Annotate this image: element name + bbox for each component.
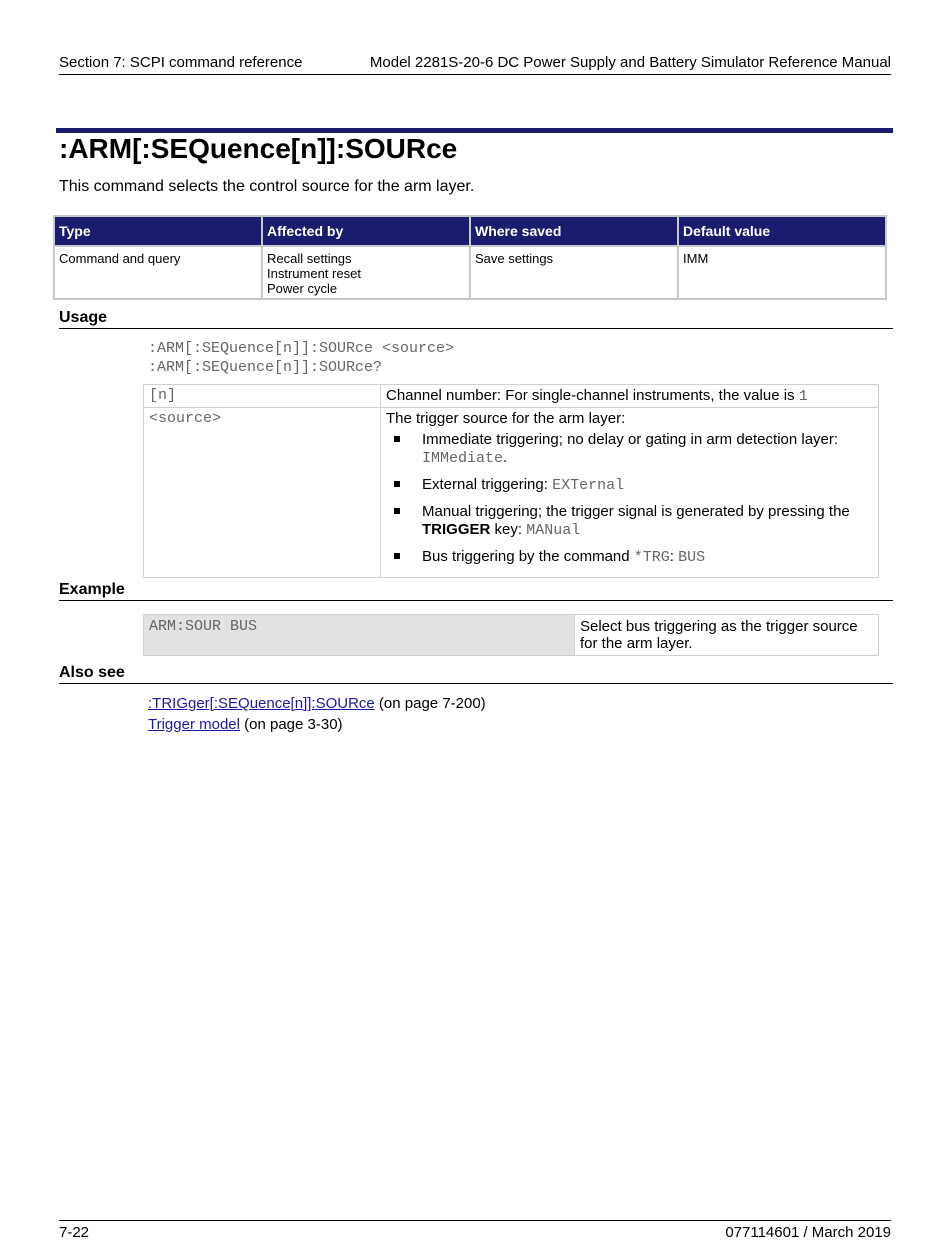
link-page-ref: (on page 7-200) <box>374 695 486 712</box>
param-desc-n <box>381 385 879 408</box>
page-title: :ARM[:SEQuence[n]]:SOURce <box>59 133 458 164</box>
header-where-saved: Where saved <box>471 217 677 245</box>
intro-text: This command selects the control source for the arm layer. <box>59 178 475 195</box>
list-item <box>386 431 873 468</box>
bullet-square-icon <box>394 553 400 559</box>
list-item <box>386 548 873 567</box>
example-table <box>143 614 879 656</box>
param-source-desc: The trigger source for the arm layer: <box>386 410 626 427</box>
list-item <box>386 476 873 495</box>
cell-type: Command and query <box>55 247 261 298</box>
link-page-ref: (on page 3-30) <box>239 716 343 733</box>
header-default-value: Default value <box>679 217 885 245</box>
param-desc-source <box>381 408 879 578</box>
properties-table <box>53 215 887 300</box>
affected-item: Recall settings <box>267 251 352 266</box>
param-desc-n-text: Channel number: For single-channel instruments, the value is <box>386 387 795 404</box>
example-code: ARM:SOUR BUS <box>144 615 575 656</box>
param-n-value: 1 <box>798 388 808 405</box>
also-see-heading: Also see <box>59 664 893 684</box>
usage-syntax <box>148 339 454 377</box>
bullet-code: IMMediate <box>422 450 504 467</box>
bullet-square-icon <box>394 436 400 442</box>
usage-heading: Usage <box>59 309 893 329</box>
param-name-source: <source> <box>144 408 381 578</box>
source-options-list <box>386 431 873 567</box>
example-description: Select bus triggering as the trigger source for the arm layer. <box>575 615 879 656</box>
page-header <box>59 54 891 75</box>
link-trigger-source[interactable]: :TRIGger[:SEQuence[n]]:SOURce <box>148 695 375 712</box>
also-see-item <box>148 695 486 712</box>
parameters-table <box>143 384 879 578</box>
usage-line-query: :ARM[:SEQuence[n]]:SOURce? <box>148 359 383 376</box>
page-footer <box>59 1220 891 1244</box>
header-type: Type <box>55 217 261 245</box>
bullet-code: EXTernal <box>552 477 625 494</box>
header-affected-by: Affected by <box>263 217 469 245</box>
link-trigger-model[interactable]: Trigger model <box>148 716 240 733</box>
affected-item: Instrument reset <box>267 266 361 281</box>
param-name-n: [n] <box>144 385 381 408</box>
affected-item: Power cycle <box>267 281 338 296</box>
cell-affected-by <box>263 247 469 298</box>
bullet-text: Immediate triggering; no delay or gating in arm detection layer: <box>422 431 839 448</box>
cell-where-saved: Save settings <box>471 247 677 298</box>
bullet-punct: : <box>669 548 674 565</box>
list-item <box>386 503 873 540</box>
cell-default-value: IMM <box>679 247 885 298</box>
bullet-key-name: TRIGGER <box>422 521 491 538</box>
bullet-code: MANual <box>526 522 581 539</box>
document-number-date: 077114601 / March 2019 <box>725 1224 891 1241</box>
also-see-item <box>148 716 343 733</box>
bullet-code: *TRG <box>633 549 670 566</box>
page-number: 7-22 <box>59 1224 90 1241</box>
bullet-text: External triggering: <box>422 476 548 493</box>
bullet-text: Bus triggering by the command <box>422 548 630 565</box>
bullet-square-icon <box>394 481 400 487</box>
example-heading: Example <box>59 581 893 601</box>
header-manual-title: Model 2281S-20-6 DC Power Supply and Battery Simulator Reference Manual <box>369 54 891 71</box>
usage-line-set: :ARM[:SEQuence[n]]:SOURce <source> <box>148 340 455 357</box>
bullet-punct: . <box>503 449 508 466</box>
header-section-label: Section 7: SCPI command reference <box>59 54 303 71</box>
bullet-square-icon <box>394 508 400 514</box>
bullet-text: key: <box>494 521 523 538</box>
bullet-code: BUS <box>678 549 706 566</box>
bullet-text: Manual triggering; the trigger signal is generated by pressing the <box>422 503 850 520</box>
